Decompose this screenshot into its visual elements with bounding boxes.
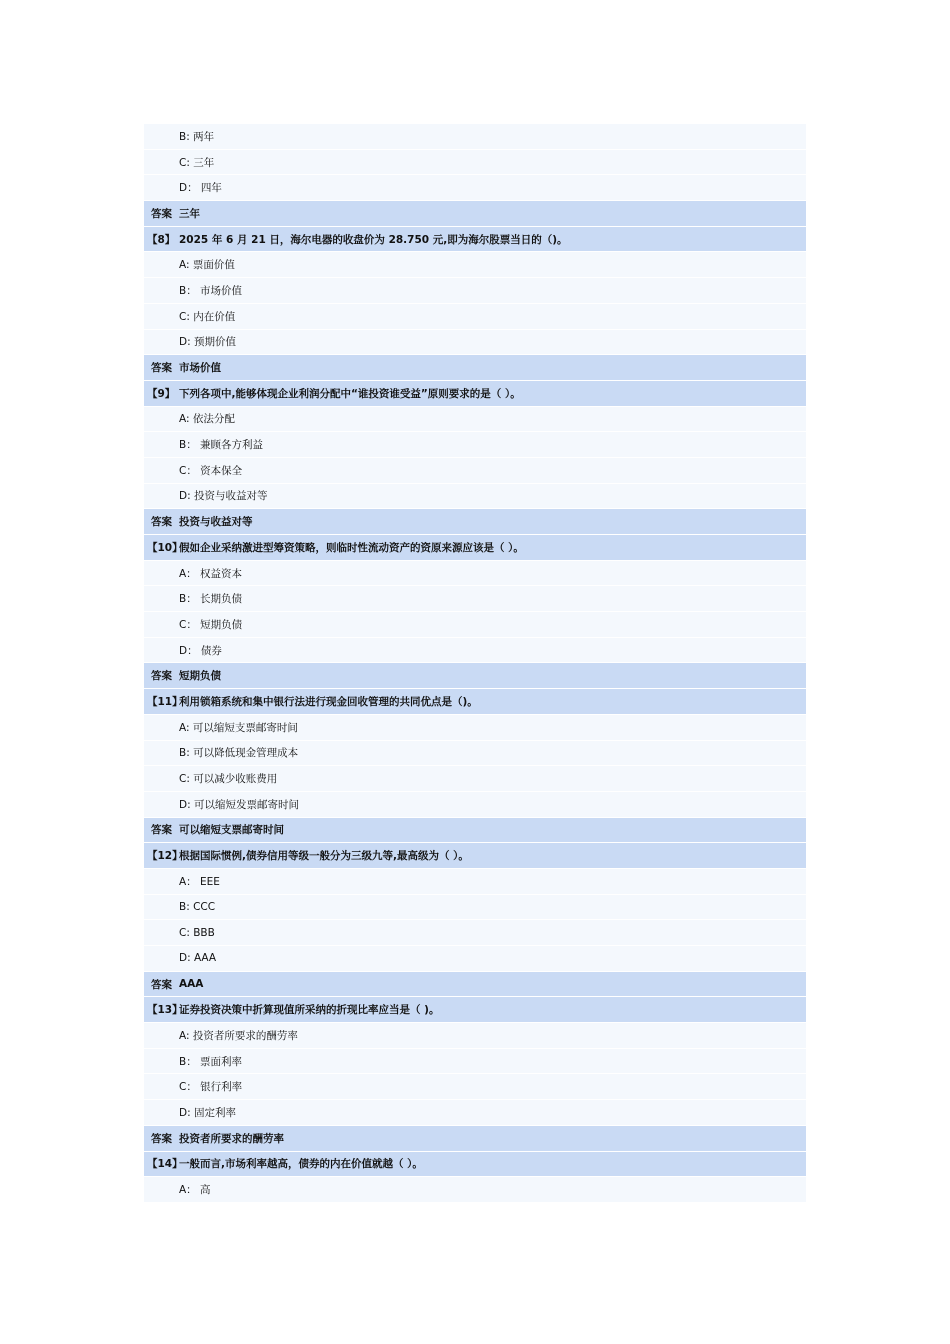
option-row [144,278,806,304]
question-text: 2025 年 6 月 21 日，海尔电器的收盘价为 28.750 元,即为海尔股票当日的（)。 [179,233,568,246]
question-number: 【12】 [147,850,183,863]
option-row [144,304,806,330]
question-number: 【10】 [147,541,183,554]
option-text: C: BBB [179,926,215,939]
option-text: D: 预期价值 [179,336,236,349]
answer-text: 短期负债 [179,670,221,683]
question-text: 根据国际惯例,债券信用等级一般分为三级九等,最高级为（ ）。 [179,850,469,863]
option-row [144,638,806,664]
option-row [144,484,806,510]
question-number: 【11】 [147,695,183,708]
option-text: D： 债券 [179,644,222,657]
option-text: D: 可以缩短发票邮寄时间 [179,798,299,811]
option-row [144,586,806,612]
answer-row [144,201,806,227]
answer-text: 可以缩短支票邮寄时间 [179,824,284,837]
answer-row [144,663,806,689]
option-row [144,869,806,895]
option-row [144,766,806,792]
question-text: 一般而言,市场利率越高，债券的内在价值就越（ ）。 [179,1158,423,1171]
question-row [144,997,806,1023]
option-text: D: 投资与收益对等 [179,490,268,503]
answer-label: 答案 [151,362,172,375]
answer-text: 投资者所要求的酬劳率 [179,1132,284,1145]
option-row [144,330,806,356]
question-number: 【14】 [147,1158,183,1171]
option-row [144,407,806,433]
option-text: D： 四年 [179,182,222,195]
answer-text: 投资与收益对等 [179,516,253,529]
option-row [144,1100,806,1126]
option-text: A： EEE [179,875,220,888]
option-row [144,252,806,278]
answer-label: 答案 [151,207,172,220]
option-text: A: 票面价值 [179,259,235,272]
option-row [144,1049,806,1075]
option-text: B: CCC [179,900,216,913]
answer-label: 答案 [151,516,172,529]
option-row [144,124,806,150]
option-text: A： 高 [179,1184,211,1197]
option-row [144,895,806,921]
option-text: C： 银行利率 [179,1081,243,1094]
question-table [144,124,806,1203]
option-row [144,175,806,201]
question-text: 证券投资决策中折算现值所采纳的折现比率应当是（ )。 [179,1004,440,1017]
option-text: C: 内在价值 [179,310,236,323]
option-text: C： 短期负债 [179,618,243,631]
question-text: 利用锁箱系统和集中银行法进行现金回收管理的共同优点是（)。 [179,695,478,708]
option-text: A: 投资者所要求的酬劳率 [179,1029,298,1042]
option-text: B： 市场价值 [179,284,243,297]
question-text: 假如企业采纳激进型筹资策略，则临时性流动资产的资原来源应该是（ ）。 [179,541,524,554]
option-text: D: AAA [179,952,217,965]
option-row [144,1023,806,1049]
option-row [144,946,806,972]
option-text: B： 兼顾各方利益 [179,439,264,452]
answer-row [144,509,806,535]
option-row [144,458,806,484]
option-text: A： 权益资本 [179,567,243,580]
option-text: D: 固定利率 [179,1106,236,1119]
option-text: B: 可以降低现金管理成本 [179,747,299,760]
option-text: B： 票面利率 [179,1055,243,1068]
question-row [144,843,806,869]
answer-text: 市场价值 [179,362,221,375]
option-row [144,920,806,946]
option-row [144,432,806,458]
answer-row [144,1126,806,1152]
question-number: 【8】 [147,233,176,246]
option-row [144,1074,806,1100]
option-text: A: 可以缩短支票邮寄时间 [179,721,298,734]
answer-row [144,355,806,381]
option-text: B： 长期负债 [179,593,243,606]
question-text: 下列各项中,能够体现企业利润分配中“谁投资谁受益”原则要求的是（ ）。 [179,387,521,400]
answer-label: 答案 [151,978,172,991]
option-row [144,741,806,767]
option-text: C: 三年 [179,156,215,169]
question-number: 【9】 [147,387,176,400]
option-row [144,561,806,587]
answer-text: AAA [179,978,204,991]
answer-text: 三年 [179,207,200,220]
question-row [144,1152,806,1178]
option-row [144,612,806,638]
answer-label: 答案 [151,824,172,837]
option-row [144,715,806,741]
option-text: B: 两年 [179,130,215,143]
answer-label: 答案 [151,670,172,683]
answer-label: 答案 [151,1132,172,1145]
option-text: C： 资本保全 [179,464,243,477]
question-number: 【13】 [147,1004,183,1017]
answer-row [144,972,806,998]
option-row [144,792,806,818]
question-row [144,227,806,253]
option-row [144,1177,806,1203]
question-row [144,535,806,561]
option-row [144,150,806,176]
option-text: C: 可以减少收账费用 [179,773,278,786]
option-text: A: 依法分配 [179,413,235,426]
answer-row [144,818,806,844]
question-row [144,689,806,715]
question-row [144,381,806,407]
